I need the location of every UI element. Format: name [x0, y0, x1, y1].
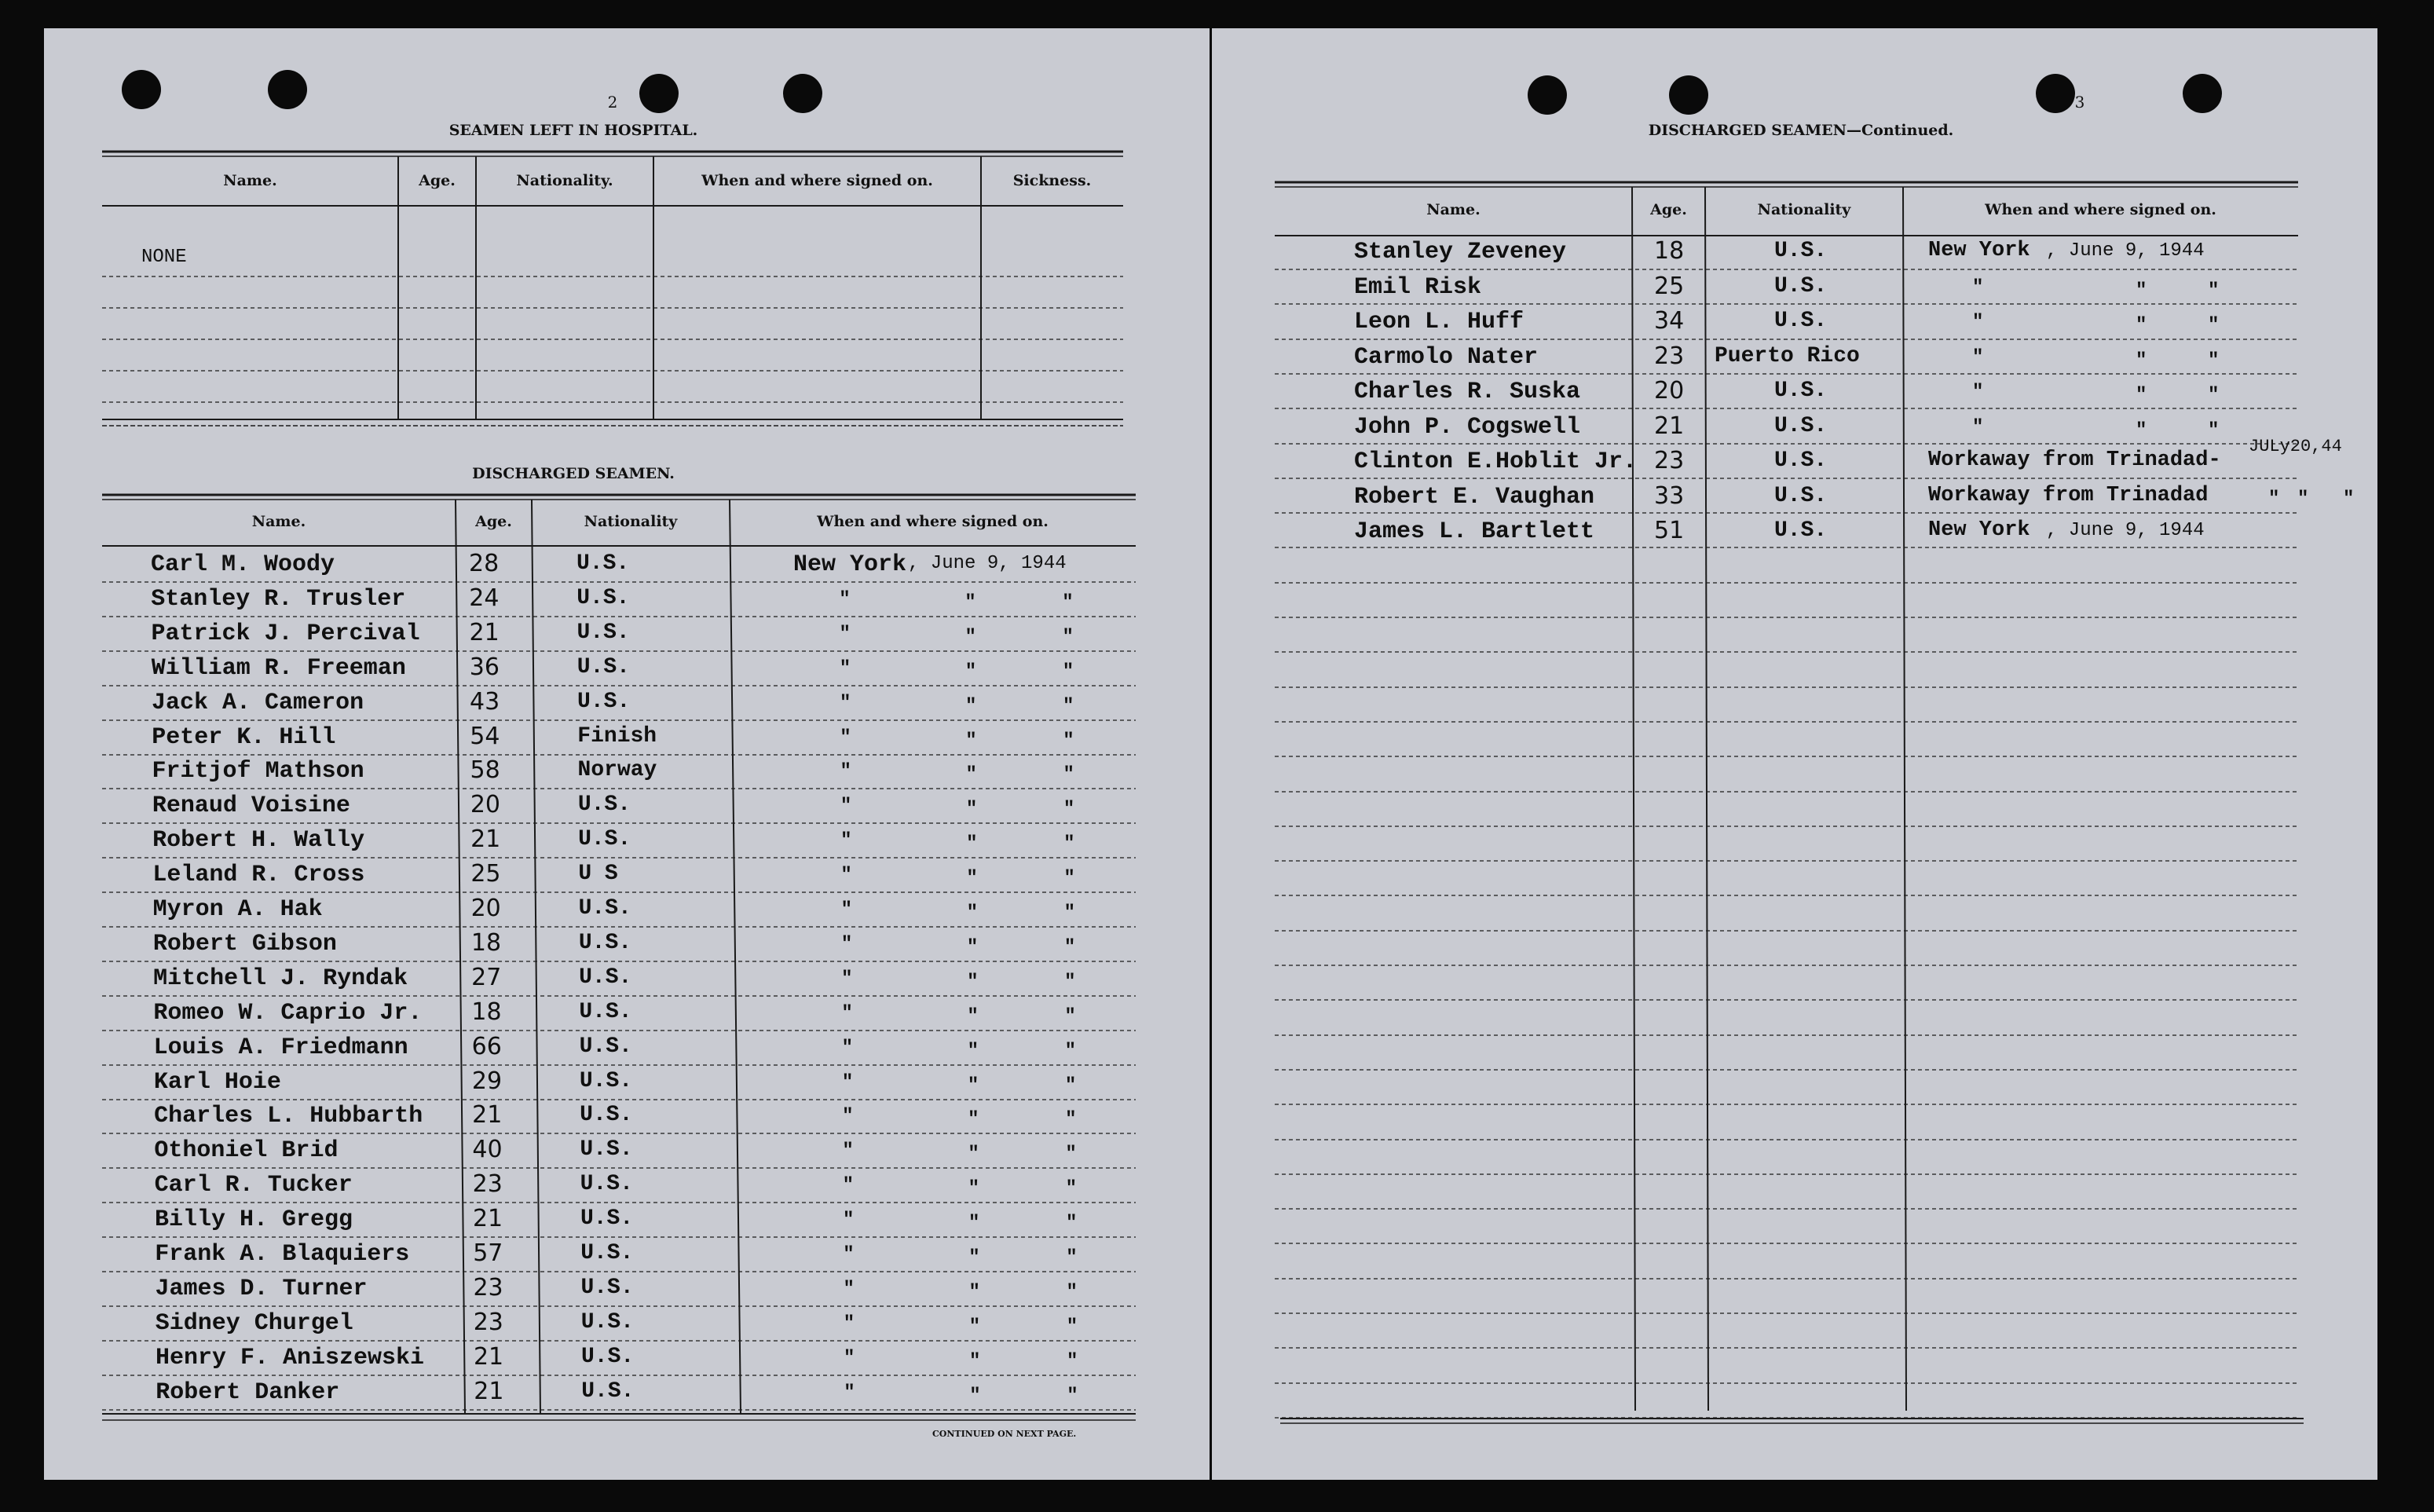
ditto-mark: ": [841, 1072, 854, 1093]
discharged-header-signed: When and where signed on.: [817, 513, 1049, 530]
seaman-age: 23: [1654, 342, 1685, 370]
seaman-name: Carl M. Woody: [151, 551, 335, 578]
ditto-mark: ": [1062, 661, 1074, 683]
ditto-mark: ": [842, 1175, 855, 1196]
continued-header-nationality: Nationality: [1757, 201, 1851, 218]
seaman-name: Charles L. Hubbarth: [154, 1103, 423, 1129]
hospital-header-age: Age.: [419, 172, 456, 189]
seaman-name: Frank A. Blaquiers: [155, 1241, 410, 1268]
seaman-name: Stanley Zeveney: [1354, 239, 1567, 265]
ditto-mark: ": [841, 1003, 853, 1024]
seaman-name: Sidney Churgel: [155, 1310, 353, 1337]
signed-date: , June 9, 1944: [2046, 240, 2205, 262]
seaman-age: 18: [1654, 237, 1685, 265]
seaman-age: 20: [470, 791, 500, 818]
seaman-name: Leland R. Cross: [152, 862, 365, 888]
seaman-nationality: U.S.: [576, 621, 630, 645]
ditto-mark: ": [1063, 730, 1074, 752]
seaman-age: 21: [472, 1101, 503, 1129]
seaman-name: Peter K. Hill: [152, 724, 336, 751]
seaman-nationality: U.S.: [1774, 274, 1828, 298]
seaman-age: 54: [470, 723, 500, 750]
seaman-age: 66: [471, 1033, 502, 1060]
ditto-mark: ": [1972, 417, 1984, 438]
seaman-name: Jack A. Cameron: [152, 690, 364, 716]
seaman-name: Billy H. Gregg: [154, 1206, 353, 1233]
discharged-header-age: Age.: [475, 513, 512, 530]
ditto-mark: ": [840, 727, 851, 749]
seaman-age: 21: [473, 1343, 504, 1371]
signed-date: , June 9, 1944: [908, 553, 1067, 574]
seaman-name: Myron A. Hak: [152, 896, 323, 923]
seaman-age: 18: [471, 998, 502, 1026]
seaman-age: 21: [1654, 412, 1685, 440]
seaman-name: James D. Turner: [155, 1276, 368, 1302]
seaman-name: Mitchell J. Ryndak: [153, 965, 408, 992]
hospital-section-title: SEAMEN LEFT IN HOSPITAL.: [448, 122, 698, 139]
continued-note: CONTINUED ON NEXT PAGE.: [932, 1429, 1077, 1439]
ditto-mark: ": [840, 899, 852, 921]
ditto-mark: ": [1066, 1247, 1078, 1269]
discharged-section-title: DISCHARGED SEAMEN.: [472, 465, 675, 482]
seaman-nationality: U.S.: [580, 1241, 634, 1265]
seaman-name: Robert Gibson: [152, 931, 337, 957]
ditto-mark: ": [2208, 350, 2220, 372]
ditto-mark: ": [966, 937, 979, 958]
signed-place: Workaway from Trinadad: [1928, 484, 2209, 507]
ditto-mark: ": [1972, 382, 1984, 403]
ditto-mark: ": [966, 902, 978, 924]
ditto-mark: ": [2208, 385, 2220, 406]
seaman-name: Robert Danker: [156, 1379, 340, 1406]
seaman-name: Fritjof Mathson: [152, 758, 364, 785]
ditto-mark: ": [968, 1144, 979, 1165]
seaman-nationality: U.S.: [576, 551, 630, 576]
ditto-mark: ": [1066, 1316, 1078, 1338]
ditto-mark: ": [1064, 1041, 1077, 1062]
seaman-name: Patrick J. Percival: [151, 621, 420, 647]
ditto-mark: ": [1064, 1075, 1077, 1096]
ditto-mark: ": [965, 764, 977, 785]
continued-header-signed: When and where signed on.: [1985, 201, 2216, 218]
ditto-mark: ": [1065, 1144, 1077, 1165]
ditto-mark: ": [1065, 1178, 1078, 1199]
seaman-name: Carl R. Tucker: [154, 1172, 353, 1199]
ditto-mark: ": [1067, 1386, 1078, 1407]
seaman-nationality: U.S.: [1774, 448, 1828, 473]
ditto-mark: ": [1063, 799, 1075, 820]
page-number: 2: [607, 93, 618, 112]
signed-place: New York: [1928, 518, 2030, 542]
ditto-mark: ": [968, 1178, 980, 1199]
seaman-name: Clinton E.Hoblit Jr.: [1354, 448, 1638, 475]
seaman-nationality: U.S.: [1774, 239, 1828, 263]
seaman-name: Louis A. Friedmann: [153, 1034, 408, 1061]
ditto-mark: ": [1063, 764, 1074, 785]
seaman-age: 43: [470, 688, 500, 716]
seaman-nationality: U S: [578, 862, 618, 886]
ditto-mark: ": [964, 627, 976, 648]
ditto-mark: ": [2297, 489, 2309, 510]
seaman-nationality: Finish: [577, 724, 657, 749]
ditto-mark: ": [967, 1006, 979, 1027]
seaman-age: 20: [1654, 377, 1685, 405]
ditto-mark: ": [840, 761, 851, 782]
seaman-age: 21: [472, 1205, 503, 1232]
ditto-mark: ": [2208, 315, 2220, 336]
seaman-age: 51: [1654, 517, 1685, 544]
seaman-age: 18: [470, 929, 502, 957]
seaman-nationality: U.S.: [580, 1206, 634, 1231]
ditto-mark: ": [2208, 420, 2220, 441]
seaman-nationality: U.S.: [580, 1103, 633, 1127]
ditto-mark: ": [841, 1038, 854, 1059]
ditto-mark: ": [1062, 627, 1074, 648]
seaman-nationality: Norway: [577, 758, 657, 782]
seaman-nationality: U.S.: [1774, 484, 1828, 508]
ditto-mark: ": [841, 968, 853, 990]
seaman-nationality: U.S.: [578, 931, 632, 955]
seaman-nationality: U.S.: [1774, 309, 1828, 333]
seaman-nationality: U.S.: [580, 1276, 634, 1300]
ditto-mark: ": [1065, 1213, 1078, 1234]
ditto-mark: ": [967, 972, 979, 993]
ditto-mark: ": [840, 830, 852, 851]
ditto-mark: ": [965, 730, 977, 752]
seaman-name: Leon L. Huff: [1354, 309, 1524, 335]
seaman-name: Carmolo Nater: [1354, 344, 1539, 371]
ditto-mark: ": [1064, 972, 1076, 993]
left-page: [44, 28, 1210, 1480]
continued-header-name: Name.: [1426, 201, 1481, 218]
seaman-age: 23: [473, 1309, 503, 1336]
ditto-mark: ": [2136, 420, 2147, 441]
seaman-age: 36: [469, 653, 500, 681]
ditto-mark: ": [966, 868, 978, 889]
seaman-name: Romeo W. Caprio Jr.: [153, 1000, 423, 1027]
ditto-mark: ": [844, 1382, 855, 1404]
ditto-mark: ": [967, 1075, 979, 1096]
ditto-mark: ": [965, 799, 978, 820]
ditto-mark: ": [2136, 315, 2147, 336]
ditto-mark: ": [840, 796, 852, 817]
seaman-nationality: U.S.: [579, 1034, 632, 1059]
signed-place: New York: [1928, 239, 2030, 262]
ditto-mark: ": [1064, 1006, 1076, 1027]
ditto-mark: ": [1063, 868, 1075, 889]
discharged-header-name: Name.: [251, 513, 306, 530]
seaman-name: James L. Bartlett: [1354, 518, 1595, 545]
ditto-mark: ": [843, 1348, 855, 1369]
seaman-age: 25: [1654, 273, 1685, 300]
hospital-header-name: Name.: [223, 172, 277, 189]
seaman-nationality: U.S.: [578, 827, 631, 851]
seaman-name: Karl Hoie: [153, 1069, 281, 1096]
ditto-mark: ": [1065, 1109, 1077, 1130]
seaman-nationality: U.S.: [1774, 414, 1828, 438]
seaman-name: Charles R. Suska: [1354, 379, 1581, 405]
ditto-mark: ": [1066, 1282, 1078, 1303]
seaman-age: 40: [472, 1136, 503, 1163]
ditto-mark: ": [967, 1041, 979, 1062]
seaman-nationality: U.S.: [580, 1345, 635, 1369]
ditto-mark: ": [968, 1109, 979, 1130]
signed-date: , June 9, 1944: [2046, 520, 2205, 541]
ditto-mark: ": [840, 693, 851, 714]
seaman-name: Stanley R. Trusler: [151, 586, 406, 613]
hospital-header-nationality: Nationality.: [516, 172, 613, 189]
seaman-nationality: U.S.: [577, 690, 631, 714]
seaman-nationality: U.S.: [580, 1137, 633, 1162]
ditto-mark: ": [840, 934, 853, 955]
seaman-age: 29: [471, 1067, 503, 1095]
seaman-age: 21: [470, 826, 501, 853]
ditto-mark: ": [1972, 347, 1984, 368]
hospital-entry: NONE: [141, 247, 187, 268]
margin-note: JULy20,44: [2249, 437, 2342, 456]
seaman-age: 21: [474, 1378, 504, 1405]
seaman-nationality: Puerto Rico: [1715, 344, 1860, 368]
seaman-age: 33: [1654, 482, 1685, 510]
seaman-age: 23: [472, 1170, 503, 1198]
ditto-mark: ": [1063, 902, 1075, 924]
seaman-nationality: U.S.: [579, 1000, 632, 1024]
ditto-mark: ": [2136, 280, 2147, 302]
seaman-age: 25: [470, 860, 501, 888]
hospital-header-signed: When and where signed on.: [701, 172, 933, 189]
seaman-nationality: U.S.: [1774, 379, 1828, 403]
seaman-name: Robert E. Vaughan: [1354, 484, 1595, 511]
seaman-age: 57: [473, 1239, 503, 1267]
ditto-mark: ": [964, 592, 976, 613]
seaman-nationality: U.S.: [1774, 518, 1828, 543]
ditto-mark: ": [1063, 696, 1074, 717]
seaman-age: 28: [469, 550, 500, 577]
ditto-mark: ": [840, 865, 852, 886]
ditto-mark: ": [1972, 277, 1984, 298]
ditto-mark: ": [2268, 489, 2280, 510]
ditto-mark: ": [1066, 1351, 1078, 1372]
ditto-mark: ": [968, 1282, 980, 1303]
ditto-mark: ": [1972, 312, 1984, 333]
seaman-nationality: U.S.: [579, 965, 632, 990]
seaman-name: John P. Cogswell: [1354, 414, 1581, 441]
ditto-mark: ": [839, 624, 851, 645]
seaman-age: 27: [471, 964, 502, 991]
seaman-name: Renaud Voisine: [152, 793, 350, 819]
ditto-mark: ": [842, 1140, 854, 1162]
ditto-mark: ": [968, 1213, 980, 1234]
signed-place: New York: [793, 551, 907, 578]
ditto-mark: ": [839, 589, 851, 610]
continued-header-age: Age.: [1650, 201, 1687, 218]
seaman-name: William R. Freeman: [151, 655, 406, 682]
signed-place: Workaway from Trinadad-: [1928, 448, 2221, 472]
seaman-nationality: U.S.: [579, 1069, 633, 1093]
seaman-nationality: U.S.: [580, 1172, 633, 1196]
discharged-header-nationality: Nationality: [584, 513, 678, 530]
ditto-mark: ": [843, 1279, 855, 1300]
page-number: 3: [2074, 93, 2085, 112]
ditto-mark: ": [2343, 489, 2355, 510]
right-page: [1212, 28, 2377, 1480]
ditto-mark: ": [1062, 592, 1074, 613]
seaman-age: 24: [469, 584, 500, 612]
ditto-mark: ": [843, 1313, 855, 1334]
ditto-mark: ": [968, 1316, 981, 1338]
hospital-header-sickness: Sickness.: [1012, 172, 1092, 189]
ditto-mark: ": [839, 658, 851, 679]
ditto-mark: ": [1063, 833, 1075, 855]
seaman-name: Henry F. Aniszewski: [155, 1345, 425, 1371]
seaman-nationality: U.S.: [576, 586, 630, 610]
ditto-mark: ": [968, 1351, 981, 1372]
ditto-mark: ": [966, 833, 978, 855]
ditto-mark: ": [842, 1210, 855, 1231]
discharged-continued-title: DISCHARGED SEAMEN—Continued.: [1648, 122, 1954, 139]
ditto-mark: ": [1063, 937, 1076, 958]
ditto-mark: ": [2136, 350, 2147, 372]
seaman-age: 23: [473, 1274, 503, 1301]
seaman-nationality: U.S.: [581, 1379, 635, 1404]
ditto-mark: ": [965, 696, 977, 717]
seaman-nationality: U.S.: [580, 1310, 634, 1334]
seaman-age: 20: [470, 895, 501, 922]
ditto-mark: ": [2136, 385, 2147, 406]
seaman-age: 21: [469, 619, 500, 646]
seaman-nationality: U.S.: [577, 793, 631, 817]
seaman-age: 34: [1654, 307, 1685, 335]
ditto-mark: ": [842, 1106, 854, 1127]
seaman-age: 23: [1654, 447, 1685, 474]
ditto-mark: ": [843, 1244, 855, 1265]
seaman-name: Robert H. Wally: [152, 827, 365, 854]
seaman-age: 58: [470, 756, 500, 784]
ditto-mark: ": [968, 1247, 980, 1269]
ditto-mark: ": [2208, 280, 2220, 302]
ditto-mark: ": [964, 661, 977, 683]
seaman-nationality: U.S.: [576, 655, 630, 679]
seaman-nationality: U.S.: [578, 896, 631, 921]
seaman-name: Emil Risk: [1354, 274, 1482, 301]
ditto-mark: ": [969, 1386, 981, 1407]
seaman-name: Othoniel Brid: [154, 1137, 339, 1164]
